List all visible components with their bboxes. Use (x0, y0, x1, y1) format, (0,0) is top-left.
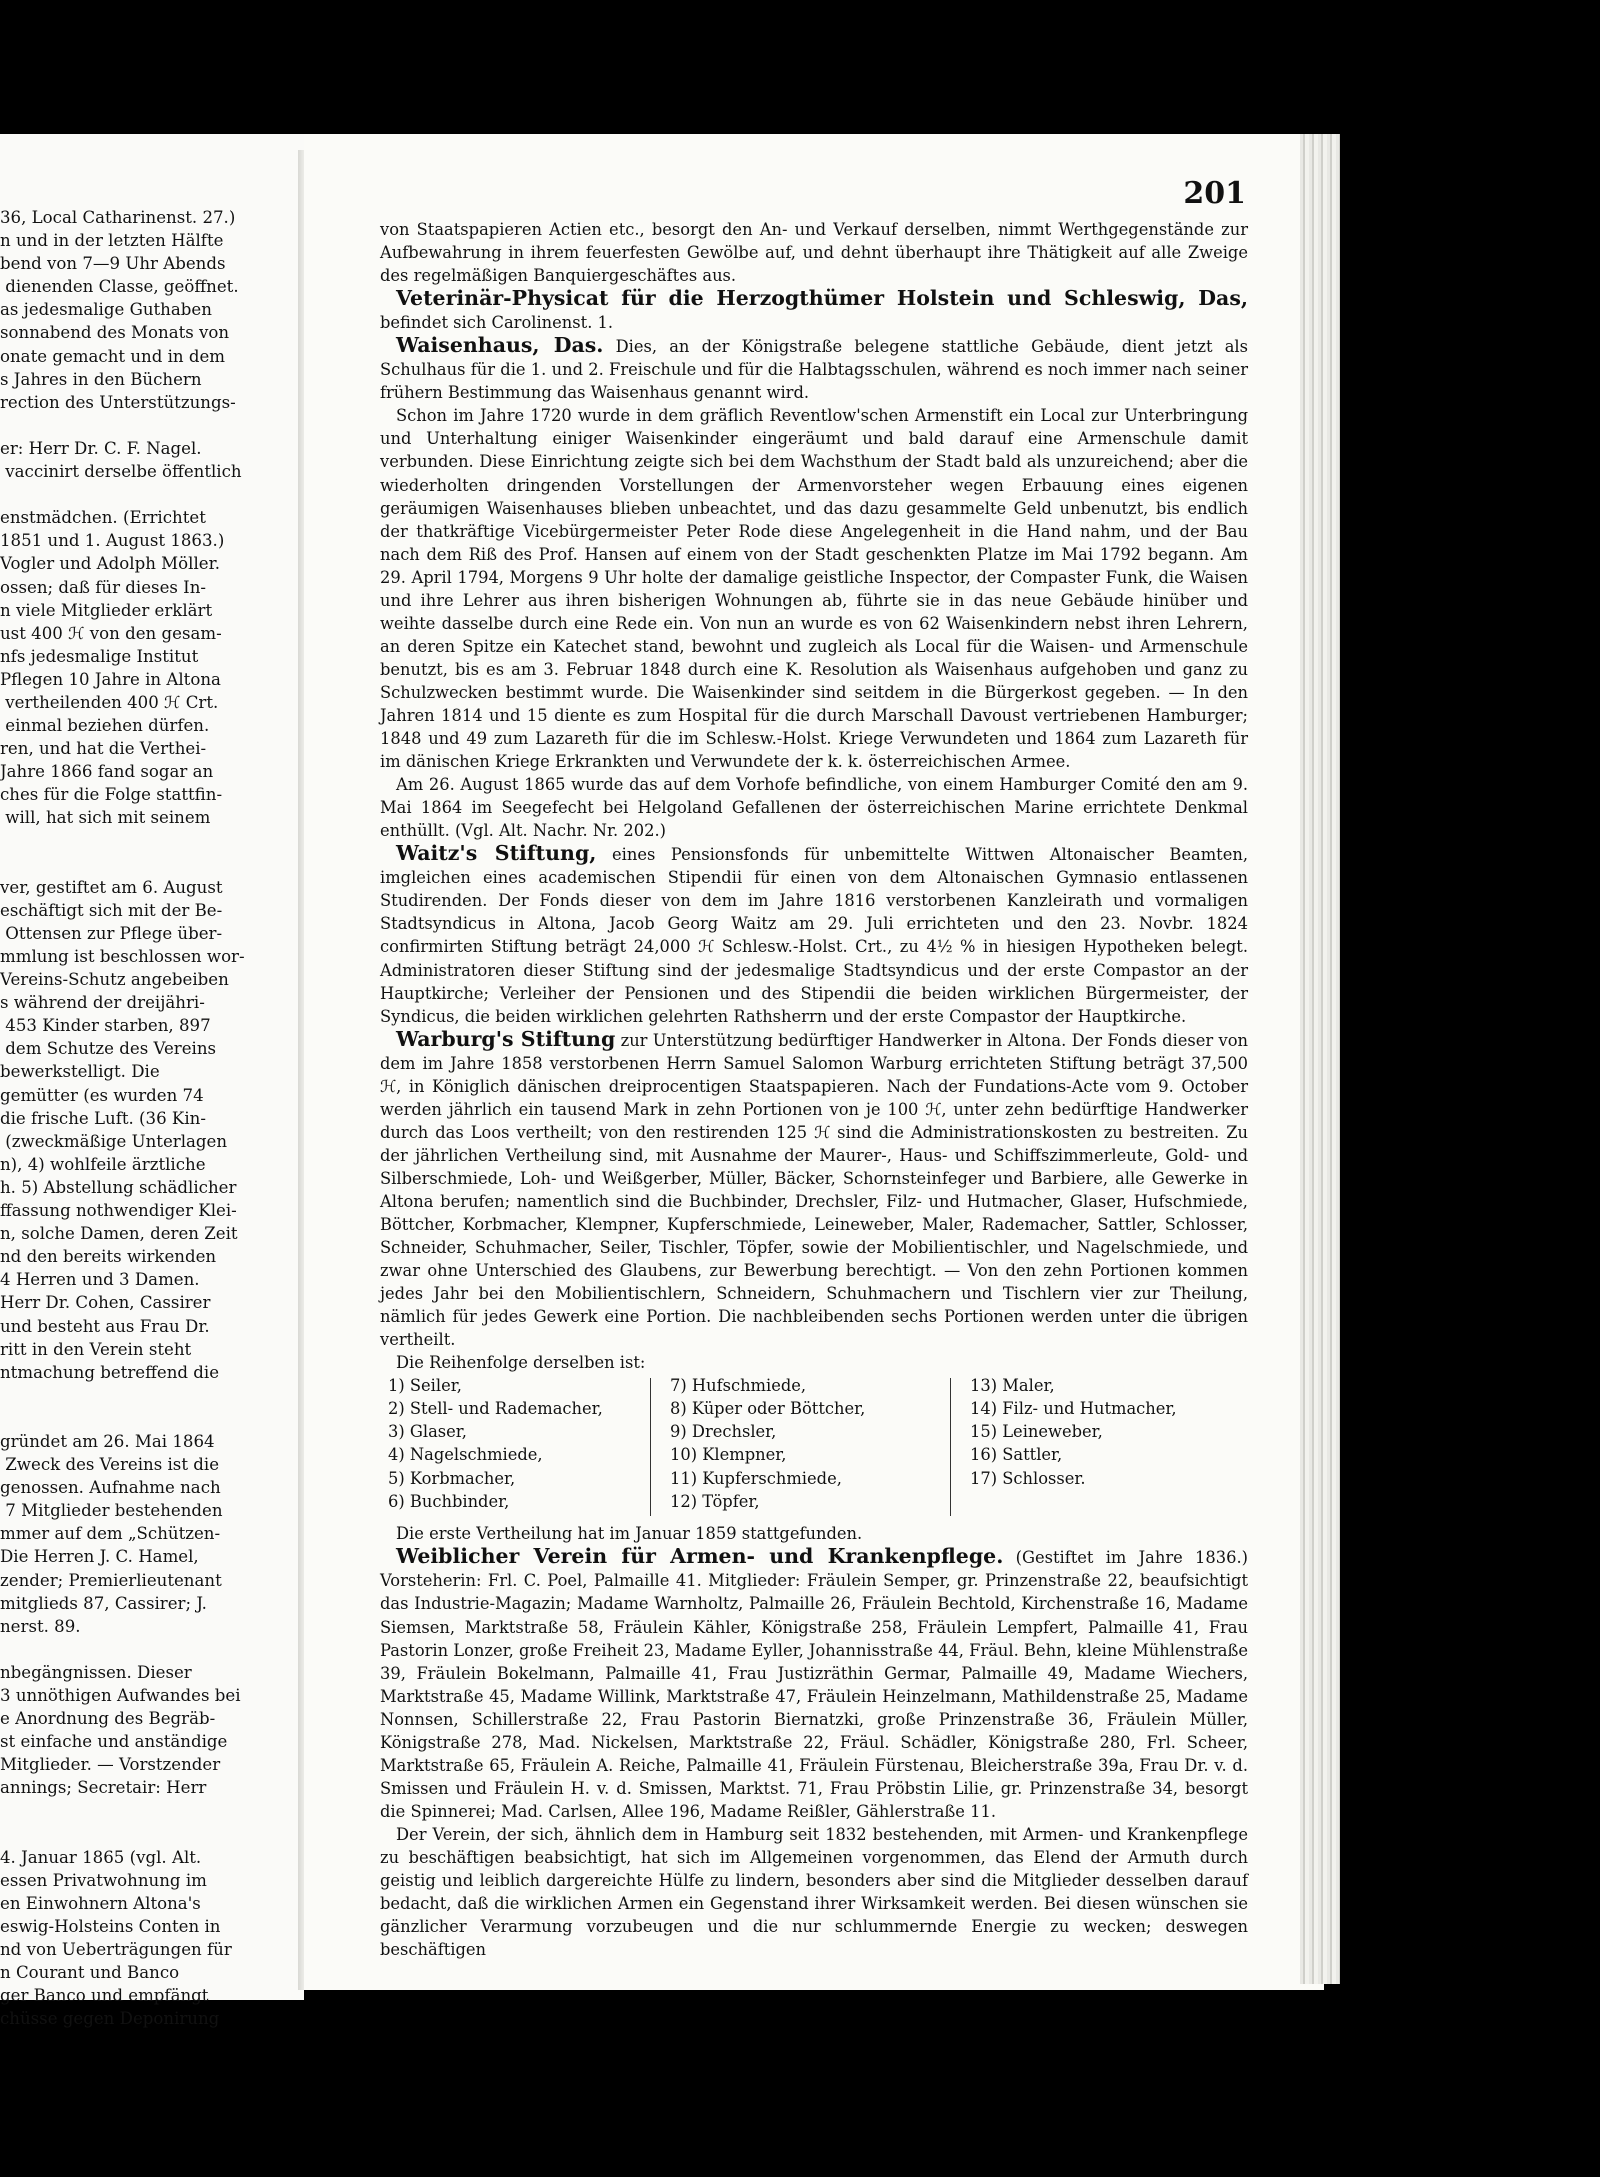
paragraph-veterinaer-physicat: Veterinär-Physicat für die Herzogthümer Holstein und Schleswig, Das, befindet sich Carolinenst. 1. (380, 286, 1248, 333)
left-column-line: bend von 7—9 Uhr Abends (0, 254, 226, 274)
left-column-line (0, 1823, 300, 1846)
left-column-line: e Anordnung des Begräb- (0, 1709, 216, 1729)
trade-order-list (380, 1374, 1248, 1522)
paragraph-waitz-stiftung: Waitz's Stiftung, eines Pensionsfonds für unbemittelte Wittwen Altonaischer Beamten, imgleichen eines academischen Stipendii für einen von dem Altonaischen Gymnasio entlassenen Studirenden. Der Fonds dieser von dem im Jahre 1816 verstorbenen Kanzleirath und vormaligen Stadtsyndicus in Altona, Jacob Georg Waitz am 29. Juli errichteten und den 23. Novbr. 1824 confirmirten Stiftung beträgt 24,000 ℋ Schlesw.-Holst. Crt., zu 4½ % in hiesigen Hypotheken belegt. Administratoren dieser Stiftung sind der jedesmalige Stadtsyndicus und der erste Compastor an der Hauptkirche; Verleiher der Pensionen und des Stipendii die beiden wirklichen Bürgermeister, der Syndicus, die beiden wirklichen gelehrten Rathsherrn und der erste Compastor der Hauptkirche. (380, 841, 1248, 1026)
left-column-line: n und in der letzten Hälfte (0, 231, 224, 251)
left-column-line: ches für die Folge stattfin- (0, 785, 223, 805)
left-column-line: ren, und hat die Verthei- (0, 739, 207, 759)
list-item: 14) Filz- und Hutmacher, (970, 1399, 1177, 1419)
page-number: 201 (1183, 176, 1246, 211)
left-column-line: 36, Local Catharinenst. 27.) (0, 208, 236, 227)
paragraph-bank-continuation: von Staatspapieren Actien etc., besorgt den An- und Verkauf derselben, nimmt Werthgegenstände zur Aufbewahrung in ihrem feuerfesten Gewölbe auf, und dehnt überhaupt ihre Thätigkeit auf alle Zweige des regelmäßigen Banquiergeschäftes aus. (380, 220, 1248, 286)
heading-waisenhaus: Waisenhaus, Das. (396, 333, 604, 358)
left-column-line: Vogler und Adolph Möller. (0, 554, 220, 574)
list-divider (650, 1378, 651, 1516)
list-column-3 (970, 1374, 1177, 1489)
left-column-line: und besteht aus Frau Dr. (0, 1316, 210, 1336)
left-column-line: n, solche Damen, deren Zeit (0, 1224, 238, 1244)
left-column-line: nbegängnissen. Dieser (0, 1662, 192, 1682)
list-column-2 (670, 1374, 865, 1512)
left-column-line: Herr Dr. Cohen, Cassirer (0, 1293, 211, 1313)
left-column-line (0, 1799, 300, 1822)
left-column-line: ossen; daß für dieses In- (0, 577, 207, 597)
left-column-line: essen Privatwohnung im (0, 1870, 207, 1890)
left-column-line (0, 853, 300, 876)
left-column-line: ntmachung betreffend die (0, 1362, 220, 1382)
left-column-line: mmer auf dem „Schützen- (0, 1524, 221, 1544)
paragraph-weiblicher-verein: Weiblicher Verein für Armen- und Krankenpflege. (Gestiftet im Jahre 1836.) Vorsteherin: Frl. C. Poel, Palmaille 41. Mitglieder: Fräulein Semper, gr. Prinzenstraße 22, beaufsichtigt das Industrie-Magazin; Madame Warnholtz, Palmaille 26, Fräulein Bechtold, Kirchenstraße 16, Madame Siemsen, Marktstraße 58, Fräulein Kähler, Königstraße 258, Fräulein Lempfert, Palmaille 41, Frau Pastorin Lonzer, große Freiheit 23, Madame Eyller, Johannisstraße 44, Fräul. Behn, kleine Mühlenstraße 39, Fräulein Bokelmann, Palmaille 41, Frau Justizräthin Germar, Palmaille 49, Madame Wiechers, Marktstraße 45, Madame Willink, Marktstraße 47, Fräulein Heinzelmann, Mathildenstraße 25, Madame Nonnsen, Schillerstraße 22, Frau Pastorin Biernatzki, große Prinzenstraße 36, Fräulein Müller, Königstraße 278, Mad. Nickelsen, Marktstraße 22, Fräul. Schädler, Königstraße 280, Frl. Scheer, Marktstraße 65, Fräulein A. Reiche, Palmaille 41, Fräulein Fürstenau, Bleicherstraße 39a, Frau Dr. v. d. Smissen und Fräulein H. v. d. Smissen, Marktst. 71, Frau Pröbstin Lilie, gr. Prinzenstraße 34, besorgt die Spinnerei; Mad. Carlsen, Allee 196, Madame Reißler, Gählerstraße 11. (380, 1544, 1248, 1821)
left-column-line (0, 1638, 300, 1661)
left-column-line: n viele Mitglieder erklärt (0, 600, 213, 620)
list-item: 11) Kupferschmiede, (670, 1468, 842, 1488)
left-column-line: einmal beziehen dürfen. (0, 716, 210, 736)
left-column-line: Mitglieder. — Vorstzender (0, 1755, 221, 1775)
left-column-line: sonnabend des Monats von (0, 323, 230, 343)
left-column-line: ffassung nothwendiger Klei- (0, 1201, 237, 1221)
left-column-text (0, 206, 300, 2030)
list-item: 12) Töpfer, (670, 1491, 760, 1511)
paragraph-denkmal: Am 26. August 1865 wurde das auf dem Vorhofe befindliche, von einem Hamburger Comité den am 9. Mai 1864 im Seegefecht bei Helgoland Gefallenen der österreichischen Marine errichtete Denkmal enthüllt. (Vgl. Alt. Nachr. Nr. 202.) (380, 775, 1248, 841)
left-page (0, 134, 304, 2029)
left-column-line: Ottensen zur Pflege über- (0, 923, 223, 943)
left-column-line: dem Schutze des Vereins (0, 1039, 217, 1059)
left-column-line: nerst. 89. (0, 1616, 81, 1636)
list-divider (950, 1378, 951, 1516)
left-column-line: as jedesmalige Guthaben (0, 300, 212, 320)
left-column-line: enstmädchen. (Errichtet (0, 508, 206, 528)
left-column-line: 4. Januar 1865 (vgl. Alt. (0, 1847, 202, 1867)
left-column-line (0, 414, 300, 437)
left-column-line: onate gemacht und in dem (0, 346, 226, 366)
list-item: 10) Klempner, (670, 1445, 787, 1465)
paragraph-waisenhaus: Waisenhaus, Das. Dies, an der Königstraße belegene stattliche Gebäude, dient jetzt als Schulhaus für die 1. und 2. Freischule und für die Halbtagsschulen, während es noch immer nach seiner frühern Bestimmung das Waisenhaus genannt wird. (380, 333, 1248, 403)
left-column-line (0, 1407, 300, 1430)
left-column-line: die frische Luft. (36 Kin- (0, 1108, 206, 1128)
list-item: 4) Nagelschmiede, (388, 1445, 543, 1465)
left-column-line: nd den bereits wirkenden (0, 1247, 217, 1267)
heading-warburg-stiftung: Warburg's Stiftung (396, 1026, 616, 1051)
left-column-line: en Einwohnern Altona's (0, 1893, 201, 1913)
left-column-line: Die Herren J. C. Hamel, (0, 1547, 199, 1567)
paragraph-verein-purpose: Der Verein, der sich, ähnlich dem in Hamburg seit 1832 bestehenden, mit Armen- und Krankenpflege zu beschäftigen beabsichtigt, hat sich im Allgemeinen vorgenommen, das Elend der Armuth durch geistig und leiblich dargereichte Hülfe zu lindern, besonders aber sind die Mitglieder desselben darauf bedacht, daß die wirklichen Armen ein Gegenstand ihrer Wirksamkeit werden. Bei diesen wünschen sie gänzlicher Verarmung vorzubeugen und die nur schlummernde Energie zu wecken; deswegen beschäftigen (380, 1824, 1248, 1960)
list-column-1 (388, 1374, 603, 1512)
left-column-line: (zweckmäßige Unterlagen (0, 1131, 228, 1151)
left-column-line: rection des Unterstützungs- (0, 392, 236, 412)
left-column-line (0, 1384, 300, 1407)
list-item: 15) Leineweber, (970, 1422, 1103, 1442)
paragraph-waisenhaus-history: Schon im Jahre 1720 wurde in dem gräflich Reventlow'schen Armenstift ein Local zur Unterbringung und Unterhaltung einiger Waisenkinder eingeräumt und bald darauf eine Armenschule damit verbunden. Diese Einrichtung zeigte sich bei dem Wachsthum der Stadt bald als unzureichend; aber die wiederholten dringenden Vorstellungen der Armenvorsteher wegen Erbauung eines eigenen geräumigen Waisenhauses blieben unbeachtet, und das dazu gesammelte Geld unbenutzt, bis endlich der thatkräftige Vicebürgermeister Peter Rode diese Angelegenheit in die Hand nahm, und der Bau nach dem Riß des Prof. Hansen auf einem von der Stadt geschenkten Platze im Mai 1792 begann. Am 29. April 1794, Morgens 9 Uhr holte der damalige geistliche Inspector, der Compaster Funk, die Waisen und ihre Lehrer aus ihren bisherigen Wohnungen ab, führte sie in das neue Gebäude hinüber und weihte dasselbe durch eine Rede ein. Von nun an wurde es von 62 Waisenkindern nebst ihren Lehrern, an deren Spitze ein Katechet stand, bewohnt und zugleich als Local für die Waisen- und Armenschule benutzt, bis es am 3. Februar 1848 durch eine K. Resolution als Waisenhaus aufgehoben und ganz zu Schulzwecken bestimmt wurde. Die Waisenkinder sind seitdem in die Bürgerkost gegeben. — In den Jahren 1814 und 15 diente es zum Hospital für die durch Marschall Davoust vertriebenen Hamburger; 1848 und 49 zum Lazareth für die im Schlesw.-Holst. Kriege Verwundeten und 1864 zum Lazareth für im dänischen Kriege Erkrankten und Verwundete der k. k. österreichischen Armee. (380, 406, 1248, 772)
list-item: 2) Stell- und Rademacher, (388, 1399, 603, 1419)
left-column-line: vaccinirt derselbe öffentlich (0, 462, 242, 482)
left-column-line: nd von Ueberträgungen für (0, 1940, 232, 1960)
left-column-line (0, 830, 300, 853)
list-item: 1) Seiler, (388, 1376, 462, 1396)
left-column-line: h. 5) Abstellung schädlicher (0, 1177, 237, 1197)
left-column-line: Jahre 1866 fand sogar an (0, 762, 214, 782)
left-column-line: Pflegen 10 Jahre in Altona (0, 669, 221, 689)
list-item: 13) Maler, (970, 1376, 1055, 1396)
left-column-line: 1851 und 1. August 1863.) (0, 531, 225, 551)
left-column-line: eschäftigt sich mit der Be- (0, 900, 223, 920)
list-footer: Die erste Vertheilung hat im Januar 1859 stattgefunden. (396, 1524, 863, 1544)
left-column-line: annings; Secretair: Herr (0, 1778, 207, 1798)
heading-veterinaer-physicat: Veterinär-Physicat für die Herzogthümer Holstein und Schleswig, Das, (396, 286, 1248, 311)
left-column-line: zender; Premierlieutenant (0, 1570, 222, 1590)
left-column-line: ver, gestiftet am 6. August (0, 877, 223, 897)
left-column-line: ger Banco und empfängt (0, 1986, 209, 2006)
left-column-line: 7 Mitglieder bestehenden (0, 1501, 223, 1521)
list-item: 17) Schlosser. (970, 1468, 1086, 1488)
left-column-line: ust 400 ℋ von den gesam- (0, 623, 222, 643)
left-column-line: bewerkstelligt. Die (0, 1062, 160, 1082)
left-column-line: eswig-Holsteins Conten in (0, 1916, 221, 1936)
list-item: 6) Buchbinder, (388, 1491, 510, 1511)
left-column-line: chüsse gegen Deponirung (0, 2009, 220, 2029)
left-column-line: st einfache und anständige (0, 1732, 228, 1752)
page-edges (1300, 134, 1340, 1984)
left-column-line: gemütter (es wurden 74 (0, 1085, 204, 1105)
left-column-line (0, 483, 300, 506)
left-column-line: mmlung ist beschlossen wor- (0, 947, 245, 966)
left-column-line: ritt in den Verein steht (0, 1339, 192, 1359)
paragraph-warburg-stiftung: Warburg's Stiftung zur Unterstützung bedürftiger Handwerker in Altona. Der Fonds dieser von dem im Jahre 1858 verstorbenen Herrn Samuel Salomon Warburg errichteten Stiftung beträgt 37,500 ℋ, in Königlich dänischen dreiprocentigen Staatspapieren. Nach der Fundations-Acte vom 9. October werden jährlich ein tausend Mark in zehn Portionen von je 100 ℋ, unter zehn bedürftige Handwerker durch das Loos vertheilt; von den restirenden 125 ℋ sind die Administrationskosten zu bestreiten. Zu der jährlichen Vertheilung sind, mit Ausnahme der Maurer-, Haus- und Schiffszimmerleute, Gold- und Silberschmiede, Loh- und Weißgerber, Müller, Bäcker, Schornsteinfeger und Barbiere, alle Gewerke in Altona berufen; namentlich sind die Buchbinder, Drechsler, Filz- und Hutmacher, Glaser, Hufschmiede, Böttcher, Korbmacher, Klempner, Kupferschmiede, Leineweber, Maler, Rademacher, Sattler, Schlosser, Schneider, Schuhmacher, Seiler, Tischler, Töpfer, sowie der Mobilientischler, und Nagelschmiede, und zwar ohne Unterschied des Glaubens, zur Bewerbung berechtigt. — Von den zehn Portionen kommen jedes Jahr bei den Mobilientischlern, Schneidern, Schuhmachern und Tischlern vier zur Theilung, nämlich für jedes Gewerk eine Portion. Die nachbleibenden sechs Portionen werden unter die übrigen vertheilt. (380, 1026, 1248, 1350)
left-column-line: genossen. Aufnahme nach (0, 1478, 221, 1498)
list-item: 9) Drechsler, (670, 1422, 777, 1442)
left-column-line: Vereins-Schutz angebeiben (0, 970, 229, 990)
left-column-line: n Courant und Banco (0, 1963, 180, 1983)
left-column-line: n), 4) wohlfeile ärztliche (0, 1154, 206, 1174)
left-column-line: nfs jedesmalige Institut (0, 646, 199, 666)
list-item: 7) Hufschmiede, (670, 1376, 807, 1396)
left-column-line: vertheilenden 400 ℋ Crt. (0, 692, 219, 712)
left-column-line: s Jahres in den Büchern (0, 369, 202, 389)
list-item: 16) Sattler, (970, 1445, 1063, 1465)
right-column-text (380, 218, 1248, 1961)
left-column-line: Zweck des Vereins ist die (0, 1455, 220, 1475)
list-item: 8) Küper oder Böttcher, (670, 1399, 866, 1419)
left-column-line: s während der dreijähri- (0, 993, 205, 1013)
list-intro: Die Reihenfolge derselben ist: (396, 1353, 646, 1373)
left-column-line: 4 Herren und 3 Damen. (0, 1270, 200, 1290)
left-column-line: 3 unnöthigen Aufwandes bei (0, 1686, 241, 1705)
left-column-line: mitglieds 87, Cassirer; J. (0, 1593, 207, 1613)
left-column-line: 453 Kinder starben, 897 (0, 1016, 211, 1036)
list-item: 5) Korbmacher, (388, 1468, 516, 1488)
left-column-line: dienenden Classe, geöffnet. (0, 277, 239, 297)
left-column-line: er: Herr Dr. C. F. Nagel. (0, 438, 202, 458)
heading-waitz-stiftung: Waitz's Stiftung, (396, 841, 597, 866)
left-column-line: will, hat sich mit seinem (0, 808, 211, 828)
list-item: 3) Glaser, (388, 1422, 467, 1442)
left-column-line: gründet am 26. Mai 1864 (0, 1431, 215, 1451)
heading-weiblicher-verein: Weiblicher Verein für Armen- und Krankenpflege. (396, 1544, 1004, 1569)
